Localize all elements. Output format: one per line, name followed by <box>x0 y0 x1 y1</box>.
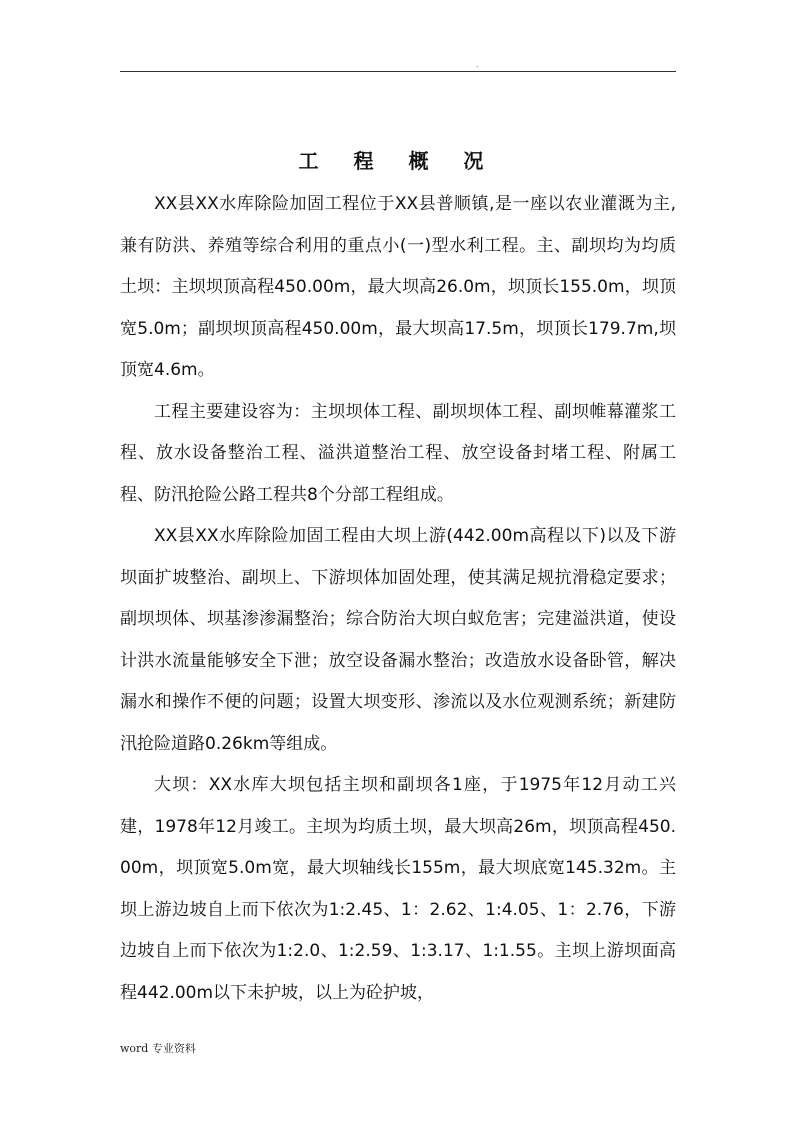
paragraph-dam: 大坝：XX水库大坝包括主坝和副坝各1座，于1975年12月动工兴建，1978年12月竣工。主坝为均质土坝，最大坝高26m，坝顶高程450.00m，坝顶宽5.0m宽，最大坝轴线长155m，最大坝底宽145.32m。主坝上游边坡自上而下依次为1:2.45、1：2.62、1:4.05、1：2.76，下游边坡自上而下依次为1:2.0、1:2.59、1:3.17、1:1.55。主坝上游坝面高程442.00m以下未护坡，以上为砼护坡， <box>120 775 676 1003</box>
paragraph-scope: 工程主要建设容为：主坝坝体工程、副坝坝体工程、副坝帷幕灌浆工程、放水设备整治工程、溢洪道整治工程、放空设备封堵工程、附属工程、防汛抢险公路工程共8个分部工程组成。 <box>120 401 676 505</box>
header-rule <box>120 71 676 72</box>
page-title: 工 程 概 况 <box>298 149 498 173</box>
header-mark: . <box>476 60 479 69</box>
document-body <box>120 184 676 1014</box>
paragraph-overview: XX县XX水库除险加固工程位于XX县普顺镇,是一座以农业灌溉为主,兼有防洪、养殖等综合利用的重点小(一)型水利工程。主、副坝均为均质土坝：主坝坝顶高程450.00m，最大坝高26.0m，坝顶长155.0m，坝顶宽5.0m；副坝坝顶高程450.00m，最大坝高17.5m，坝顶长179.7m,坝顶宽4.6m。 <box>120 194 676 380</box>
footer-label: word 专业资料 <box>120 1042 196 1055</box>
paragraph-works: XX县XX水库除险加固工程由大坝上游(442.00m高程以下)以及下游坝面扩坡整治、副坝上、下游坝体加固处理，使其满足规抗滑稳定要求；副坝坝体、坝基渗渗漏整治；综合防治大坝白蚁危害；完建溢洪道，使设计洪水流量能够安全下泄；放空设备漏水整治；改造放水设备卧管，解决漏水和操作不便的问题；设置大坝变形、渗流以及水位观测系统；新建防汛抢险道路0.26km等组成。 <box>120 526 676 754</box>
